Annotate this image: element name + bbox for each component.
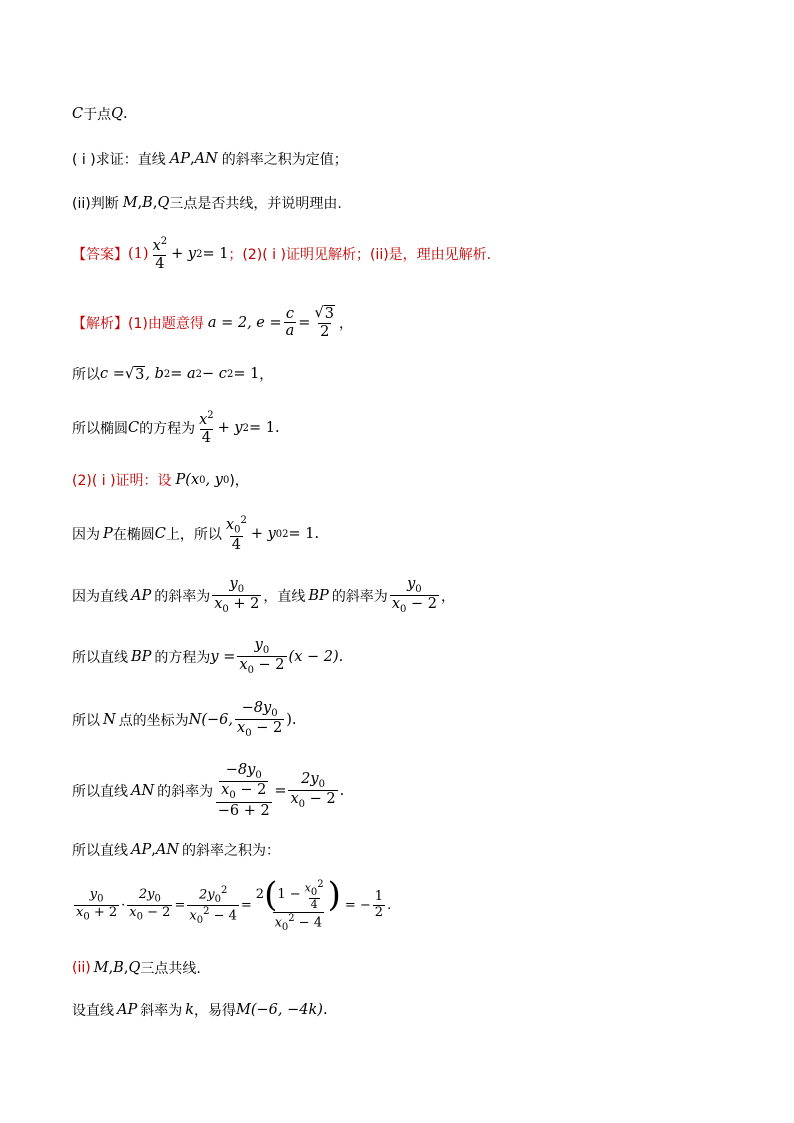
var-AN: AN bbox=[194, 151, 218, 167]
sub: 0 bbox=[222, 604, 229, 616]
analysis-tag: 【解析】 bbox=[72, 315, 128, 332]
expr: (x − 2). bbox=[288, 648, 344, 665]
line-3 bbox=[72, 193, 342, 213]
eq: = bbox=[240, 898, 252, 914]
expr: = bbox=[274, 782, 287, 799]
expr: + y bbox=[217, 420, 243, 437]
expr: c = bbox=[100, 366, 125, 382]
var-Q: Q bbox=[111, 106, 123, 122]
sub: 0 bbox=[222, 474, 230, 486]
var-AN: AN bbox=[155, 842, 180, 858]
denominator-rest: − 2 bbox=[253, 657, 285, 674]
fraction bbox=[288, 771, 337, 811]
sub: 0 bbox=[318, 778, 325, 790]
denominator: x bbox=[237, 720, 246, 737]
text: 三点共线. bbox=[140, 961, 201, 977]
text: 的方程为 bbox=[154, 649, 211, 666]
inner-fraction bbox=[303, 879, 326, 912]
text: ，直线 bbox=[263, 588, 306, 605]
expr: M(−6, −4k) bbox=[236, 1002, 323, 1018]
numerator: x bbox=[199, 411, 208, 428]
inner-fraction bbox=[219, 762, 268, 802]
text: 斜率为 bbox=[140, 1003, 183, 1019]
numerator: y bbox=[229, 576, 238, 592]
fraction bbox=[212, 576, 261, 616]
coefficient: 2 bbox=[255, 886, 265, 902]
denominator: x bbox=[391, 596, 400, 613]
sub: 0 bbox=[255, 769, 262, 781]
sub: 0 bbox=[234, 524, 241, 536]
numerator: x bbox=[152, 237, 161, 254]
expr: , b bbox=[145, 366, 164, 382]
dot: · bbox=[121, 898, 126, 914]
var-BP: BP bbox=[131, 648, 152, 665]
analysis-line bbox=[72, 305, 353, 340]
sub: 0 bbox=[237, 583, 245, 595]
punct: . bbox=[123, 106, 128, 122]
text: 所以椭圆 bbox=[72, 421, 128, 438]
text: ，易得 bbox=[194, 1003, 237, 1019]
punct: , bbox=[108, 960, 114, 976]
text: 在椭圆 bbox=[112, 527, 155, 544]
denominator: 2 bbox=[320, 323, 330, 340]
sub: 0 bbox=[83, 911, 90, 923]
sqrt-sign: √ bbox=[124, 365, 135, 382]
numerator: −8y bbox=[225, 762, 256, 778]
denominator: 4 bbox=[201, 429, 211, 446]
radicand: 3 bbox=[324, 306, 334, 322]
exp: 2 bbox=[207, 410, 214, 421]
denominator-rest: − 4 bbox=[209, 908, 237, 924]
denominator-rest: − 2 bbox=[305, 791, 336, 808]
expr: N(−6, bbox=[188, 711, 234, 728]
punct: . bbox=[322, 1002, 328, 1018]
expr: − c bbox=[202, 366, 227, 382]
fraction bbox=[235, 700, 284, 740]
var-BP: BP bbox=[308, 587, 329, 604]
denominator: 2 bbox=[374, 905, 384, 921]
sup: 2 bbox=[240, 515, 247, 526]
text: 的斜率之积为定值； bbox=[221, 152, 348, 168]
text: ( i )求证：直线 bbox=[72, 152, 166, 168]
text: 的斜率为 bbox=[157, 783, 214, 800]
line-7 bbox=[72, 410, 280, 446]
fraction bbox=[390, 576, 439, 616]
denominator: 4 bbox=[231, 537, 241, 554]
punct: ， bbox=[440, 588, 455, 605]
expr: = 1 bbox=[202, 246, 229, 263]
line-15 bbox=[72, 875, 392, 933]
sub: 0 bbox=[247, 665, 254, 677]
sup: 2 bbox=[288, 913, 295, 924]
sub: 0 bbox=[298, 799, 306, 811]
expr: = bbox=[298, 314, 311, 331]
expr: = 1. bbox=[288, 526, 320, 543]
sup: 2 bbox=[282, 528, 289, 540]
var-B: B bbox=[113, 960, 124, 976]
fraction-1 bbox=[74, 888, 119, 923]
denominator-rest: − 2 bbox=[251, 720, 283, 737]
text: (1)由题意得 bbox=[128, 315, 204, 332]
exp: 2 bbox=[163, 368, 171, 380]
denominator: a bbox=[285, 323, 295, 340]
text: (ii)判断 bbox=[72, 196, 119, 212]
var-AP: AP bbox=[169, 151, 190, 167]
sub: 0 bbox=[262, 644, 270, 656]
sub: 0 bbox=[275, 528, 283, 540]
line-10 bbox=[72, 576, 455, 616]
text: 所以直线 bbox=[72, 783, 128, 800]
punct: . bbox=[387, 898, 392, 914]
sub: 0 bbox=[415, 583, 422, 595]
answer-tag: 【答案】 bbox=[72, 247, 128, 264]
text: (2)( i )证明：设 bbox=[72, 473, 172, 489]
sub: 0 bbox=[400, 604, 407, 616]
sub: 0 bbox=[245, 728, 252, 740]
var-C: C bbox=[72, 106, 84, 122]
text: 点的坐标为 bbox=[118, 712, 189, 729]
part-label: (1) bbox=[128, 246, 149, 263]
denominator-rest: − 2 bbox=[235, 782, 267, 799]
line-2 bbox=[72, 149, 348, 169]
expr: 1 − bbox=[277, 886, 301, 902]
denominator: x bbox=[76, 905, 84, 921]
right-paren: ) bbox=[327, 875, 341, 915]
expr: a = 2, e = bbox=[207, 314, 282, 331]
line-16 bbox=[72, 958, 201, 978]
text: 的斜率之积为： bbox=[182, 843, 281, 859]
sub: 0 bbox=[271, 707, 278, 719]
exp: 2 bbox=[195, 368, 203, 380]
denominator: −6 + 2 bbox=[217, 802, 270, 819]
fraction-3 bbox=[187, 885, 239, 927]
expr: + y bbox=[171, 246, 197, 263]
sub: 0 bbox=[214, 893, 221, 905]
denominator: 4 bbox=[155, 255, 165, 272]
var-M: M bbox=[93, 960, 109, 976]
sub: 0 bbox=[196, 915, 204, 927]
fraction-4 bbox=[254, 875, 343, 933]
numerator: x bbox=[225, 516, 235, 533]
sqrt-sign: √ bbox=[314, 305, 324, 321]
expr: , y bbox=[205, 472, 223, 488]
text: 设直线 bbox=[72, 1003, 114, 1019]
var-Q: Q bbox=[128, 960, 141, 976]
expr: ). bbox=[286, 711, 297, 728]
line-17 bbox=[72, 1000, 328, 1020]
denominator: x bbox=[214, 596, 223, 613]
sup: 2 bbox=[317, 878, 324, 890]
expr: P(x bbox=[175, 472, 200, 488]
sub: 0 bbox=[281, 921, 289, 933]
var-Q: Q bbox=[157, 195, 170, 211]
var-P: P bbox=[103, 526, 113, 543]
text: 的斜率为 bbox=[154, 588, 211, 605]
line-11 bbox=[72, 637, 343, 677]
numerator: y bbox=[89, 887, 98, 903]
var-C: C bbox=[128, 420, 140, 437]
denominator: 4 bbox=[310, 897, 318, 911]
numerator: x bbox=[304, 881, 311, 895]
expr: = a bbox=[170, 366, 196, 382]
text: 所以 bbox=[72, 367, 100, 383]
text: 的斜率为 bbox=[331, 588, 388, 605]
numerator: 2y bbox=[198, 887, 215, 903]
expr: = 1. bbox=[249, 420, 280, 437]
text: 上，所以 bbox=[165, 527, 222, 544]
denominator-rest: − 4 bbox=[294, 915, 323, 931]
expr: = 1 bbox=[233, 366, 260, 382]
fraction-c-a bbox=[284, 306, 297, 340]
text: (ii) bbox=[72, 960, 91, 976]
punct: , bbox=[189, 151, 195, 167]
eq: = − bbox=[344, 898, 371, 914]
exp: 2 bbox=[242, 422, 249, 434]
var-M: M bbox=[122, 195, 138, 211]
sup: 2 bbox=[220, 884, 228, 896]
exp: 2 bbox=[226, 368, 234, 380]
text: 于点 bbox=[83, 107, 112, 123]
numerator: 2y bbox=[138, 887, 155, 903]
denominator: x bbox=[189, 908, 197, 924]
sub: 0 bbox=[97, 893, 104, 905]
numerator: −8y bbox=[241, 700, 272, 716]
sub: 0 bbox=[199, 474, 206, 486]
punct: , bbox=[123, 960, 129, 976]
numerator: 1 bbox=[374, 889, 384, 905]
compound-fraction bbox=[215, 762, 272, 819]
line-13 bbox=[72, 762, 344, 819]
punct: , bbox=[137, 195, 143, 211]
radicand: 3 bbox=[135, 366, 145, 383]
line-6 bbox=[72, 364, 273, 384]
punct: ， bbox=[259, 367, 274, 383]
var-AP: AP bbox=[131, 842, 152, 858]
eq: = bbox=[174, 898, 186, 914]
fraction-2 bbox=[127, 888, 172, 923]
sub: 0 bbox=[154, 893, 161, 905]
exponent: 2 bbox=[160, 236, 168, 247]
sub: 0 bbox=[136, 911, 144, 923]
numerator: y bbox=[407, 576, 416, 592]
denominator: x bbox=[239, 657, 248, 674]
text: 所以直线 bbox=[72, 649, 128, 666]
denominator-rest: − 2 bbox=[143, 905, 171, 921]
fraction bbox=[197, 410, 216, 446]
fraction-sqrt3 bbox=[312, 305, 336, 340]
numerator: c bbox=[285, 305, 295, 322]
sub: 0 bbox=[310, 886, 318, 898]
line-12 bbox=[72, 700, 296, 740]
var-AN: AN bbox=[131, 782, 155, 799]
line-9 bbox=[72, 515, 319, 554]
var-C: C bbox=[154, 526, 166, 543]
line-8 bbox=[72, 470, 249, 490]
punct: , bbox=[151, 842, 156, 858]
punct: )， bbox=[229, 473, 249, 489]
text: 因为直线 bbox=[72, 588, 128, 605]
denominator-rest: + 2 bbox=[228, 596, 260, 613]
text: 三点是否共线，并说明理由. bbox=[169, 196, 342, 212]
denominator: x bbox=[274, 915, 282, 931]
expr: . bbox=[339, 782, 345, 799]
denominator-rest: − 2 bbox=[406, 596, 437, 613]
left-paren: ( bbox=[264, 875, 278, 915]
denominator: x bbox=[129, 905, 137, 921]
sup: 2 bbox=[203, 906, 210, 918]
var-B: B bbox=[142, 195, 153, 211]
text: 所以直线 bbox=[72, 843, 128, 859]
fraction bbox=[151, 236, 170, 272]
expr: + y bbox=[250, 526, 276, 543]
expr: y = bbox=[210, 648, 236, 665]
sub: 0 bbox=[229, 790, 236, 802]
var-AP: AP bbox=[131, 587, 152, 604]
answer-line bbox=[72, 236, 491, 272]
line-14 bbox=[72, 840, 280, 860]
numerator: 2y bbox=[301, 770, 319, 787]
exponent: 2 bbox=[196, 248, 203, 260]
denominator: x bbox=[290, 791, 299, 808]
denominator-rest: + 2 bbox=[89, 905, 118, 921]
punct: , bbox=[152, 195, 158, 211]
denominator: x bbox=[221, 782, 230, 799]
var-AP: AP bbox=[117, 1002, 138, 1018]
var-k: k bbox=[185, 1002, 195, 1018]
fraction-5 bbox=[373, 890, 385, 921]
text: 所以 bbox=[72, 712, 100, 729]
answer-text: ；(2)( i )证明见解析；(ii)是，理由见解析. bbox=[228, 247, 492, 264]
line-1 bbox=[72, 104, 128, 124]
punct: ， bbox=[338, 315, 353, 332]
numerator: y bbox=[254, 637, 263, 653]
var-N: N bbox=[103, 711, 116, 728]
fraction bbox=[224, 515, 249, 554]
text: 的方程为 bbox=[139, 421, 196, 438]
text: 因为 bbox=[72, 527, 100, 544]
fraction bbox=[237, 637, 286, 677]
